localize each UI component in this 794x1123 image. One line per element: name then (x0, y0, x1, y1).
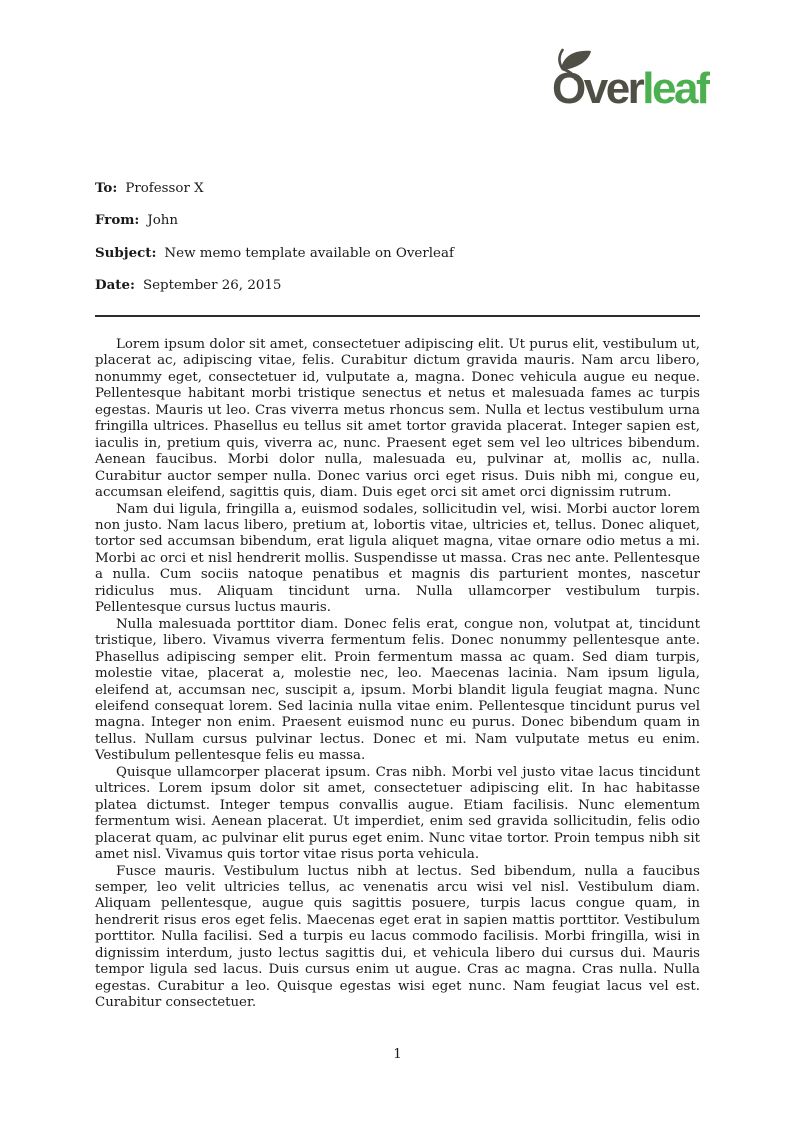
to-label: To: (95, 180, 118, 196)
overleaf-wordmark (552, 64, 710, 108)
from-label: From: (95, 212, 140, 229)
from-value: John (147, 213, 179, 229)
subject-label: Subject: (95, 244, 157, 261)
wordmark-leaf: leaf (642, 64, 709, 108)
memo-body (95, 337, 700, 1012)
body-paragraph-4: Quisque ullamcorper placerat ipsum. Cras nibh. Morbi vel justo vitae lacus tincidunt ultrices. Lorem ipsum dolor sit amet, consectetuer adipiscing elit. In hac habitasse platea dictumst. Integer tempus convallis augue. Etiam facilisis. Nunc elementum fermentum wisi. Aenean placerat. Ut imperdiet, enim sed gravida sollicitudin, felis odio placerat quam, ac pulvinar elit purus eget enim. Nunc vitae tortor. Proin tempus nibh sit amet nisl. Vivamus quis tortor vitae risus porta vehicula. (95, 764, 700, 863)
overleaf-logo (552, 48, 710, 108)
to-value: Professor X (125, 181, 204, 196)
page-number: 1 (393, 1047, 402, 1062)
body-paragraph-2: Nam dui ligula, fringilla a, euismod sodales, sollicitudin vel, wisi. Morbi auctor lorem non justo. Nam lacus libero, pretium at, lobortis vitae, ultricies et, tellus. Donec aliquet, tortor sed accumsan bibendum, erat ligula aliquet magna, vitae ornare odio metus a mi. Morbi ac orci et nisl hendrerit mollis. Suspendisse ut massa. Cras nec ante. Pellentesque a nulla. Cum sociis natoque penatibus et magnis dis parturient montes, nascetur ridiculus mus. Aliquam tincidunt urna. Nulla ullamcorper vestibulum turpis. Pellentesque cursus luctus mauris. (95, 501, 700, 616)
memo-field-date (95, 277, 700, 309)
body-paragraph-1: Lorem ipsum dolor sit amet, consectetuer adipiscing elit. Ut purus elit, vestibulum ut, placerat ac, adipiscing vitae, felis. Curabitur dictum gravida mauris. Nam arcu libero, nonummy eget, consectetuer id, vulputate a, magna. Donec vehicula augue eu neque. Pellentesque habitant morbi tristique senectus et netus et malesuada fames ac turpis egestas. Mauris ut leo. Cras viverra metus rhoncus sem. Nulla et lectus vestibulum urna fringilla ultrices. Phasellus eu tellus sit amet tortor gravida placerat. Integer sapien est, iaculis in, pretium quis, viverra ac, nunc. Praesent eget sem vel leo ultrices bibendum. Aenean faucibus. Morbi dolor nulla, malesuada eu, pulvinar at, mollis ac, nulla. Curabitur auctor semper nulla. Donec varius orci eget risus. Duis nibh mi, congue eu, accumsan eleifend, sagittis quis, diam. Duis eget orci sit amet orci dignissim rutrum. (95, 337, 700, 501)
memo-field-from (95, 212, 700, 244)
header-divider (95, 315, 700, 317)
body-paragraph-3: Nulla malesuada porttitor diam. Donec felis erat, congue non, volutpat at, tincidunt tristique, libero. Vivamus viverra fermentum felis. Donec nonummy pellentesque ante. Phasellus adipiscing semper elit. Proin fermentum massa ac quam. Sed diam turpis, molestie vitae, placerat a, molestie nec, leo. Maecenas lacinia. Nam ipsum ligula, eleifend at, accumsan nec, suscipit a, ipsum. Morbi blandit ligula feugiat magna. Nunc eleifend consequat lorem. Sed lacinia nulla vitae enim. Pellentesque tincidunt purus vel magna. Integer non enim. Praesent euismod nunc eu purus. Donec bibendum quam in tellus. Nullam cursus pulvinar lectus. Donec et mi. Nam vulputate metus eu enim. Vestibulum pellentesque felis eu massa. (95, 616, 700, 764)
wordmark-over: Over (552, 64, 643, 108)
date-value: September 26, 2015 (142, 277, 282, 293)
body-paragraph-5: Fusce mauris. Vestibulum luctus nibh at lectus. Sed bibendum, nulla a faucibus semper, leo velit ultricies tellus, ac venenatis arcu wisi vel nisl. Vestibulum diam. Aliquam pellentesque, augue quis sagittis posuere, turpis lacus congue quam, in hendrerit risus eros eget felis. Maecenas eget erat in sapien mattis porttitor. Vestibulum porttitor. Nulla facilisi. Sed a turpis eu lacus commodo facilisis. Morbi fringilla, wisi in dignissim interdum, justo lectus sagittis dui, et vehicula libero dui cursus dui. Mauris tempor ligula sed lacus. Duis cursus enim ut augue. Cras ac magna. Cras nulla. Nulla egestas. Curabitur a leo. Quisque egestas wisi eget nunc. Nam feugiat lacus vel est. Curabitur consectetuer. (95, 863, 700, 1011)
subject-value: New memo template available on Overleaf (164, 245, 454, 261)
memo-field-subject (95, 245, 700, 277)
overleaf-logo-graphic (552, 48, 710, 108)
date-label: Date: (95, 276, 135, 293)
memo-field-to (95, 180, 700, 212)
memo-header (95, 180, 700, 309)
